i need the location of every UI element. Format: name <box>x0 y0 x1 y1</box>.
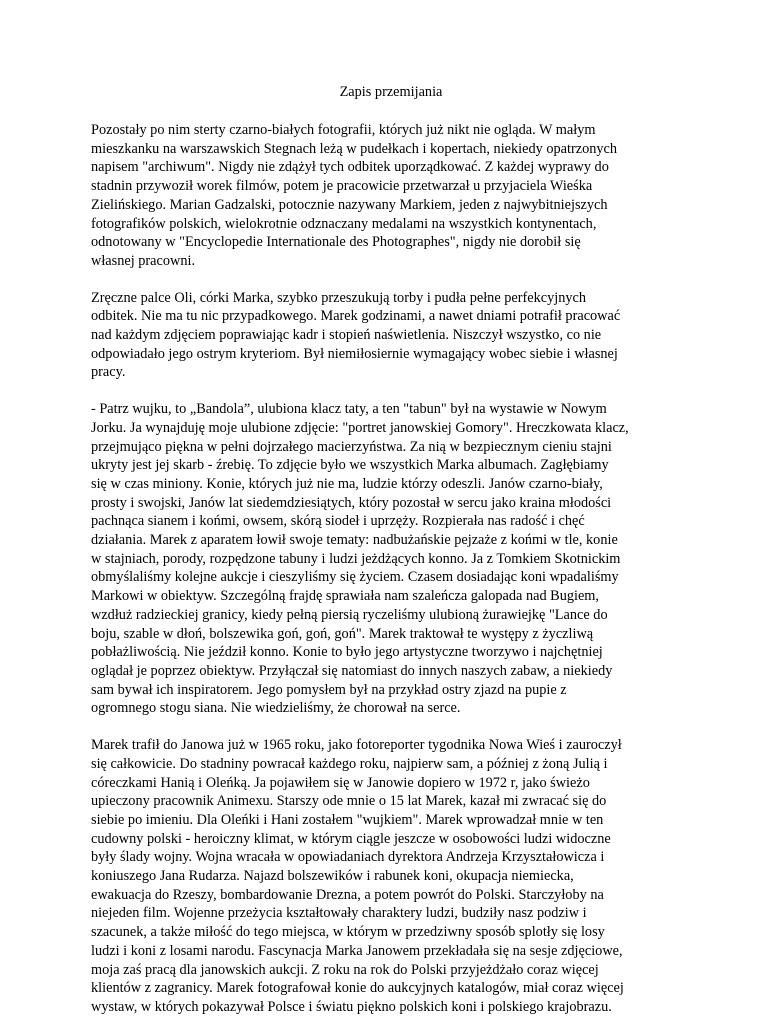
text-line: nad każdym zdjęciem poprawiając kadr i stopień naświetlenia. Niszczył wszystko, co nie <box>91 327 602 344</box>
paragraph <box>91 289 691 383</box>
text-line: córeczkami Hanią i Oleńką. Ja pojawiłem się w Janowie dopiero w 1972 r, jako świeżo <box>91 774 590 791</box>
text-line: w stajniach, porody, rozpędzone tabuny i ludzi jeżdżących konno. Ja z Tomkiem Skotnickim <box>91 550 621 567</box>
text-line: wzdłuż radzieckiej granicy, kiedy pełną piersią ryczeliśmy ulubioną żurawiejkę "Lance do <box>91 606 608 623</box>
text-line: Markowi w obiektyw. Szczególną frajdę sprawiała nam szaleńcza galopada nad Bugiem, <box>91 588 600 605</box>
text-line: ludzi i koni z losami narodu. Fascynacja Marka Janowem przekładała się na sesje zdjęciowe, <box>91 942 623 959</box>
text-line: napisem "archiwum". Nigdy nie zdążył tych odbitek uporządkować. Z każdej wyprawy do <box>91 159 609 176</box>
text-line: oglądał je poprzez obiektyw. Przyłączał się natomiast do innych naszych zabaw, a niekiedy <box>91 662 613 679</box>
text-line: wystaw, w których pokazywał Polsce i światu piękno polskich koni i polskiego krajobrazu. <box>91 998 612 1015</box>
text-line: się całkowicie. Do stadniny powracał każdego roku, najpierw sam, a później z żoną Julią i <box>91 755 608 772</box>
text-line: odpowiadało jego ostrym kryteriom. Był niemiłosiernie wymagający wobec siebie i własnej <box>91 345 618 362</box>
text-line: cudowny polski - heroiczny klimat, w którym ciągle jeszcze w osobowości ludzi widoczne <box>91 830 611 847</box>
paragraph <box>91 121 691 271</box>
text-line: szacunek, a także miłość do tego miejsca, w którym w przedziwny sposób splotły się losy <box>91 924 605 941</box>
document-body <box>91 121 691 1017</box>
text-line: ukryty jest jej skarb - źrebię. To zdjęcie było we wszystkich Marka albumach. Zagłębiamy <box>91 457 609 474</box>
text-line: pobłażliwością. Nie jeździł konno. Konie to było jego artystyczne tworzywo i najchętniej <box>91 644 603 661</box>
text-line: boju, szable w dłoń, bolszewika goń, goń, goń". Marek traktował te występy z życzliwą <box>91 625 594 642</box>
text-line: niejeden film. Wojenne przeżycia kształtowały charaktery ludzi, budziły nasz podziw i <box>91 905 587 922</box>
text-line: własnej pracowni. <box>91 252 196 269</box>
text-line: stadnin przywoził worek filmów, potem je pracowicie przetwarzał u przyjaciela Wieśka <box>91 178 593 195</box>
paragraph <box>91 400 691 718</box>
text-line: siebie po imieniu. Dla Oleńki i Hani zostałem "wujkiem". Marek wprowadzał mnie w ten <box>91 811 604 828</box>
text-line: mieszkanku na warszawskich Stegnach leżą w pudełkach i kopertach, niekiedy opatrzonych <box>91 140 618 157</box>
text-line: prosty i swojski, Janów lat siedemdziesiątych, który pozostał w sercu jako kraina młodości <box>91 494 612 511</box>
text-line: pracy. <box>91 364 126 381</box>
document-page <box>91 83 691 1035</box>
paragraph <box>91 736 691 1017</box>
text-line: się w czas miniony. Konie, których już nie ma, ludzie którzy odeszli. Janów czarno-biały, <box>91 475 603 492</box>
text-line: Marek trafił do Janowa już w 1965 roku, jako fotoreporter tygodnika Nowa Wieś i zauroczył <box>91 737 622 754</box>
text-line: obmyślaliśmy kolejne aukcje i cieszyliśmy się życiem. Czasem dosiadając koni wpadaliśmy <box>91 569 619 586</box>
text-line: ewakuacja do Rzeszy, bombardowanie Drezna, a potem powrót do Polski. Starczyłoby na <box>91 886 604 903</box>
text-line: koniuszego Jana Rudarza. Najazd bolszewików i rabunek koni, okupacja niemiecka, <box>91 868 574 885</box>
text-line: Jorku. Ja wynajduję moje ulubione zdjęcie: "portret janowskiej Gomory". Hreczkowata klacz, <box>91 419 629 436</box>
text-line: Zielińskiego. Marian Gadzalski, potocznie nazywany Markiem, jeden z najwybitniejszych <box>91 196 608 213</box>
text-line: Pozostały po nim sterty czarno-białych fotografii, których już nikt nie ogląda. W małym <box>91 122 596 138</box>
text-line: Zręczne palce Oli, córki Marka, szybko przeszukują torby i pudła pełne perfekcyjnych <box>91 289 587 306</box>
text-line: moja zaś pracą dla janowskich aukcji. Z roku na rok do Polski przyjeżdżało coraz więcej <box>91 961 599 978</box>
text-line: - Patrz wujku, to „Bandola”, ulubiona klacz taty, a ten "tabun" był na wystawie w Nowym <box>91 401 607 418</box>
text-line: pachnąca sianem i końmi, owsem, skórą siodeł i uprzęży. Rozpierała nas radość i chęć <box>91 513 585 530</box>
text-line: odbitek. Nie ma tu nic przypadkowego. Marek godzinami, a nawet dniami potrafił pracować <box>91 308 621 325</box>
text-line: były ślady wojny. Wojna wracała w opowiadaniach dyrektora Andrzeja Krzyształowicza i <box>91 849 605 866</box>
text-line: fotografików polskich, wielokrotnie odznaczany medalami na wszystkich kontynentach, <box>91 215 597 232</box>
document-title: Zapis przemijania <box>339 84 443 100</box>
text-line: odnotowany w "Encyclopedie Internationale des Photographes", nigdy nie dorobił się <box>91 234 581 251</box>
text-line: sam bywał ich inspiratorem. Jego pomysłem był na przykład ostry zjazd na pupie z <box>91 681 567 698</box>
text-line: przejmująco piękna w pełni dojrzałego macierzyństwa. Za nią w bezpiecznym cieniu stajni <box>91 438 612 455</box>
text-line: upieczony pracownik Animexu. Starszy ode mnie o 15 lat Marek, kazał mi zwracać się do <box>91 793 607 810</box>
text-line: ogromnego stogu siana. Nie wiedzieliśmy, że chorował na serce. <box>91 700 461 717</box>
text-line: działania. Marek z aparatem łowił swoje tematy: nadbużańskie pejzaże z końmi w tle, konie <box>91 532 618 549</box>
text-line: klientów z zagranicy. Marek fotografował konie do aukcyjnych katalogów, miał coraz więcej <box>91 980 624 997</box>
